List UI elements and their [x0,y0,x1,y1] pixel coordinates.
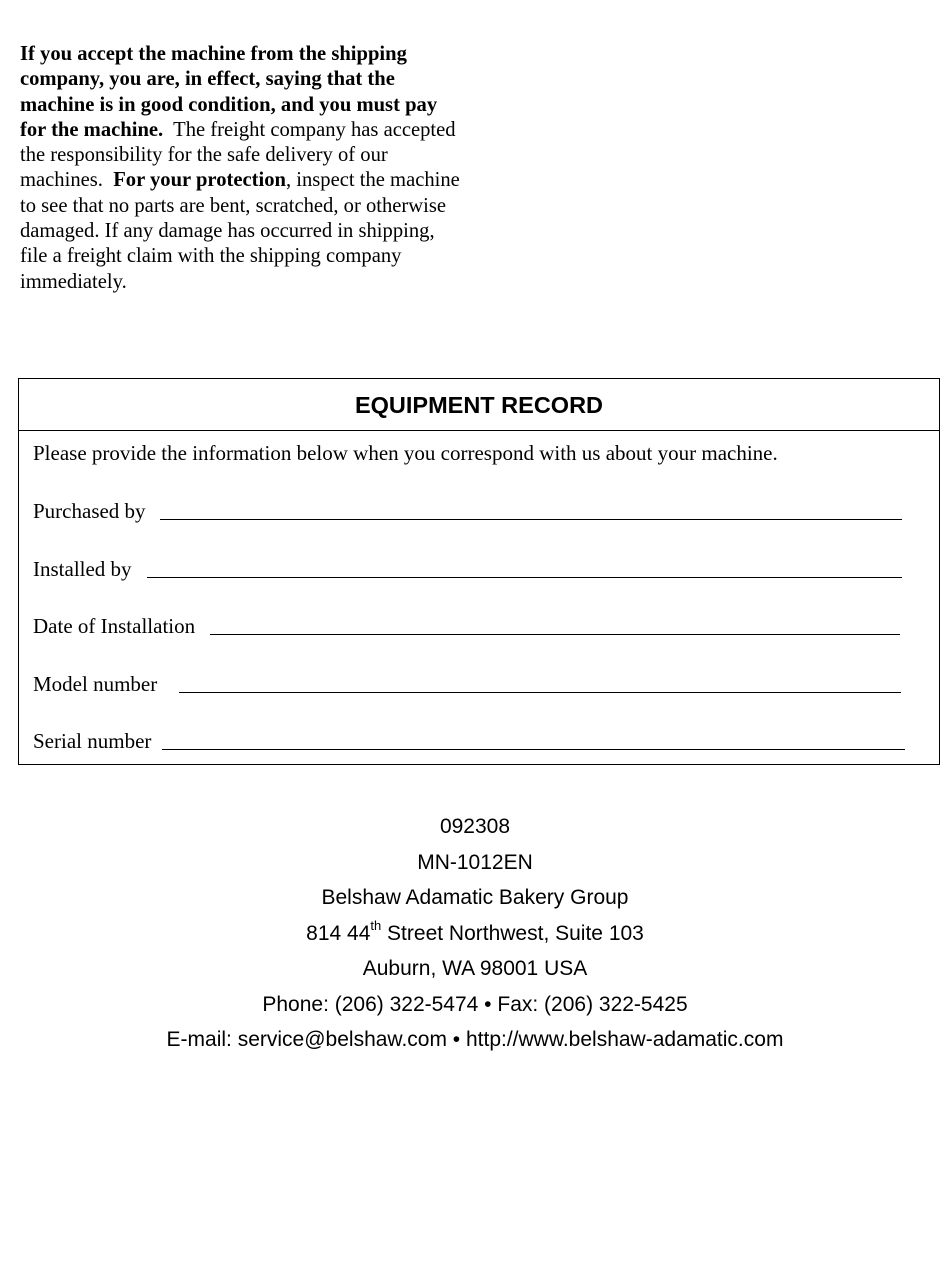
street-address [0,919,950,955]
equipment-record-title: EQUIPMENT RECORD [19,379,939,431]
purchased-by-label: Purchased by [33,499,146,523]
city-state-zip: Auburn, WA 98001 USA [362,957,588,980]
installed-by-line[interactable] [147,576,902,578]
manual-number: MN-1012EN [417,850,533,874]
shipping-notice-text-1: The freight company has accepted the responsibility for the safe delivery of our machines. [20,118,456,192]
equipment-record-instruction: Please provide the information below when you correspond with us about your machine. [33,441,778,465]
serial-number-label: Serial number [33,729,152,753]
model-number-line[interactable] [179,691,901,693]
equipment-record-box [18,378,940,765]
shipping-notice-protection: For your protection [113,169,286,192]
date-of-installation-line[interactable] [210,633,900,635]
company-footer [0,812,950,1061]
serial-number-line[interactable] [162,748,905,750]
installed-by-label: Installed by [33,557,132,581]
purchased-by-line[interactable] [160,518,902,520]
installed-by-field[interactable] [33,557,902,582]
document-code: 092308 [439,815,511,838]
email-web-line: E-mail: service@belshaw.com • http://www.belshaw-adamatic.com [166,1028,784,1051]
serial-number-field[interactable] [33,729,905,754]
shipping-notice-bold-lead: If you accept the machine from the shipping company, you are, in effect, saying that the machine is in good condition, and you must pay for the machine. [20,43,438,141]
purchased-by-field[interactable] [33,499,902,524]
street-address-number: 814 44 [306,921,371,945]
phone-fax-line: Phone: (206) 322-5474 • Fax: (206) 322-5425 [262,992,688,1016]
model-number-field[interactable] [33,672,901,697]
shipping-notice-text-2: , inspect the machine to see that no parts are bent, scratched, or otherwise damaged. If any damage has occurred in shipping, file a freight claim with the shipping company immediately. [20,169,460,293]
shipping-notice [20,42,460,295]
model-number-label: Model number [33,672,158,696]
date-of-installation-field[interactable] [33,614,900,639]
street-address-ordinal: th [370,917,382,933]
date-of-installation-label: Date of Installation [33,614,196,638]
company-name: Belshaw Adamatic Bakery Group [321,886,629,909]
street-address-rest: Street Northwest, Suite 103 [381,921,644,945]
